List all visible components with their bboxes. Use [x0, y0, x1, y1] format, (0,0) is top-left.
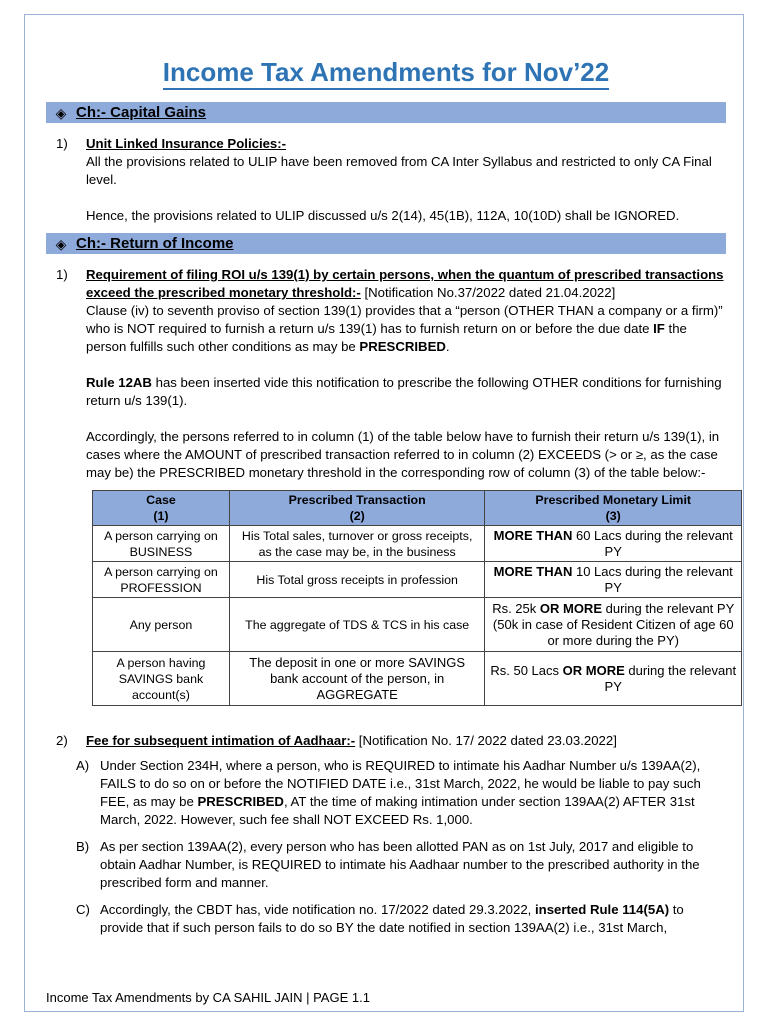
- chapter-bar-capital-gains: [46, 102, 726, 123]
- table-header-row: [93, 491, 742, 526]
- case-cell: A person carrying on BUSINESS: [93, 526, 230, 562]
- limit-cell: MORE THAN 60 Lacs during the relevant PY: [485, 526, 742, 562]
- paragraph: Hence, the provisions related to ULIP discussed u/s 2(14), 45(1B), 112A, 10(10D) shall be IGNORED.: [86, 208, 680, 223]
- paragraph: Rule 12AB has been inserted vide this notification to prescribe the following OTHER conditions for furnishing return u/s 139(1).: [86, 375, 722, 408]
- list-item-roi-requirement: [46, 266, 726, 482]
- page-title: Income Tax Amendments for Nov’22: [46, 56, 726, 88]
- sub-item-label: B): [76, 839, 90, 854]
- diamond-bullet-icon: ◈: [55, 104, 67, 121]
- case-cell: A person having SAVINGS bank account(s): [93, 652, 230, 706]
- chapter-bar-return-of-income: [46, 233, 726, 254]
- sub-item-c: [46, 901, 726, 937]
- paragraph: As per section 139AA(2), every person who has been allotted PAN as on 1st July, 2017 and eligible to obtain Aadhar Number, is REQUIRED to intimate his Aadhaar number to the prescribed authority in the prescribed form and manner.: [100, 839, 700, 890]
- sub-item-a: [46, 757, 726, 829]
- table-row: [93, 526, 742, 562]
- diamond-bullet-icon: ◈: [55, 235, 67, 252]
- sub-item-label: C): [76, 902, 90, 917]
- transaction-cell: His Total gross receipts in profession: [229, 562, 485, 598]
- list-number: 1): [56, 136, 68, 151]
- paragraph: Accordingly, the persons referred to in column (1) of the table below have to furnish their return u/s 139(1), in cases where the AMOUNT of prescribed transaction referred to in column (2) EXCEEDS (> or ≥, as the case may be) the PRESCRIBED monetary threshold in the corresponding row of column (3) of the table below:-: [86, 429, 720, 480]
- column-header: Case (1): [93, 491, 230, 526]
- column-header: Prescribed Transaction (2): [229, 491, 485, 526]
- paragraph: Clause (iv) to seventh proviso of section 139(1) provides that a “person (OTHER THAN a company or a firm)” who is NOT required to furnish a return u/s 139(1) has to furnish return on or before the due date IF the person fulfills such other conditions as may be PRESCRIBED.: [86, 303, 723, 354]
- item-heading-line: Fee for subsequent intimation of Aadhaar:- [Notification No. 17/ 2022 dated 23.03.2022]: [86, 733, 617, 748]
- case-cell: Any person: [93, 598, 230, 652]
- table-row: [93, 562, 742, 598]
- document-body: [46, 56, 737, 937]
- chapter-heading: Ch:- Capital Gains: [76, 103, 207, 121]
- sub-item-label: A): [76, 758, 90, 773]
- transaction-cell: The deposit in one or more SAVINGS bank account of the person, in AGGREGATE: [229, 652, 485, 706]
- sub-item-b: [46, 838, 726, 892]
- threshold-table: [92, 490, 742, 706]
- list-item-ulip: [46, 135, 726, 225]
- list-number: 2): [56, 733, 68, 748]
- limit-cell: Rs. 50 Lacs OR MORE during the relevant PY: [485, 652, 742, 706]
- table-row: [93, 652, 742, 706]
- item-heading-line: Requirement of filing ROI u/s 139(1) by certain persons, when the quantum of prescribed transactions exceed the prescribed monetary threshold:- [Notification No.37/2022 dated 21.04.2022]: [86, 267, 724, 300]
- list-item-aadhaar-fee: [46, 732, 726, 750]
- table-row: [93, 598, 742, 652]
- case-cell: A person carrying on PROFESSION: [93, 562, 230, 598]
- limit-cell: MORE THAN 10 Lacs during the relevant PY: [485, 562, 742, 598]
- column-header: Prescribed Monetary Limit (3): [485, 491, 742, 526]
- limit-cell: Rs. 25k OR MORE during the relevant PY (50k in case of Resident Citizen of age 60 or more during the PY): [485, 598, 742, 652]
- paragraph: Under Section 234H, where a person, who is REQUIRED to intimate his Aadhar Number u/s 139AA(2), FAILS to do so on or before the NOTIFIED DATE i.e., 31st March, 2022, he would be liable to pay such FEE, as may be PRESCRIBED, AT the time of making intimation under section 139AA(2) AFTER 31st March, 2022. However, such fee shall NOT EXCEED Rs. 1,000.: [100, 758, 701, 827]
- page-footer: Income Tax Amendments by CA SAHIL JAIN | PAGE 1.1: [46, 990, 370, 1005]
- list-number: 1): [56, 267, 68, 282]
- paragraph: All the provisions related to ULIP have been removed from CA Inter Syllabus and restricted to only CA Final level.: [86, 154, 712, 187]
- paragraph: Accordingly, the CBDT has, vide notification no. 17/2022 dated 29.3.2022, inserted Rule 114(5A) to provide that if such person fails to do so BY the date notified in section 139AA(2) i.e., 31st March,: [100, 902, 684, 935]
- item-heading: Unit Linked Insurance Policies:-: [86, 136, 287, 151]
- chapter-heading: Ch:- Return of Income: [76, 234, 234, 252]
- transaction-cell: His Total sales, turnover or gross receipts, as the case may be, in the business: [229, 526, 485, 562]
- transaction-cell: The aggregate of TDS & TCS in his case: [229, 598, 485, 652]
